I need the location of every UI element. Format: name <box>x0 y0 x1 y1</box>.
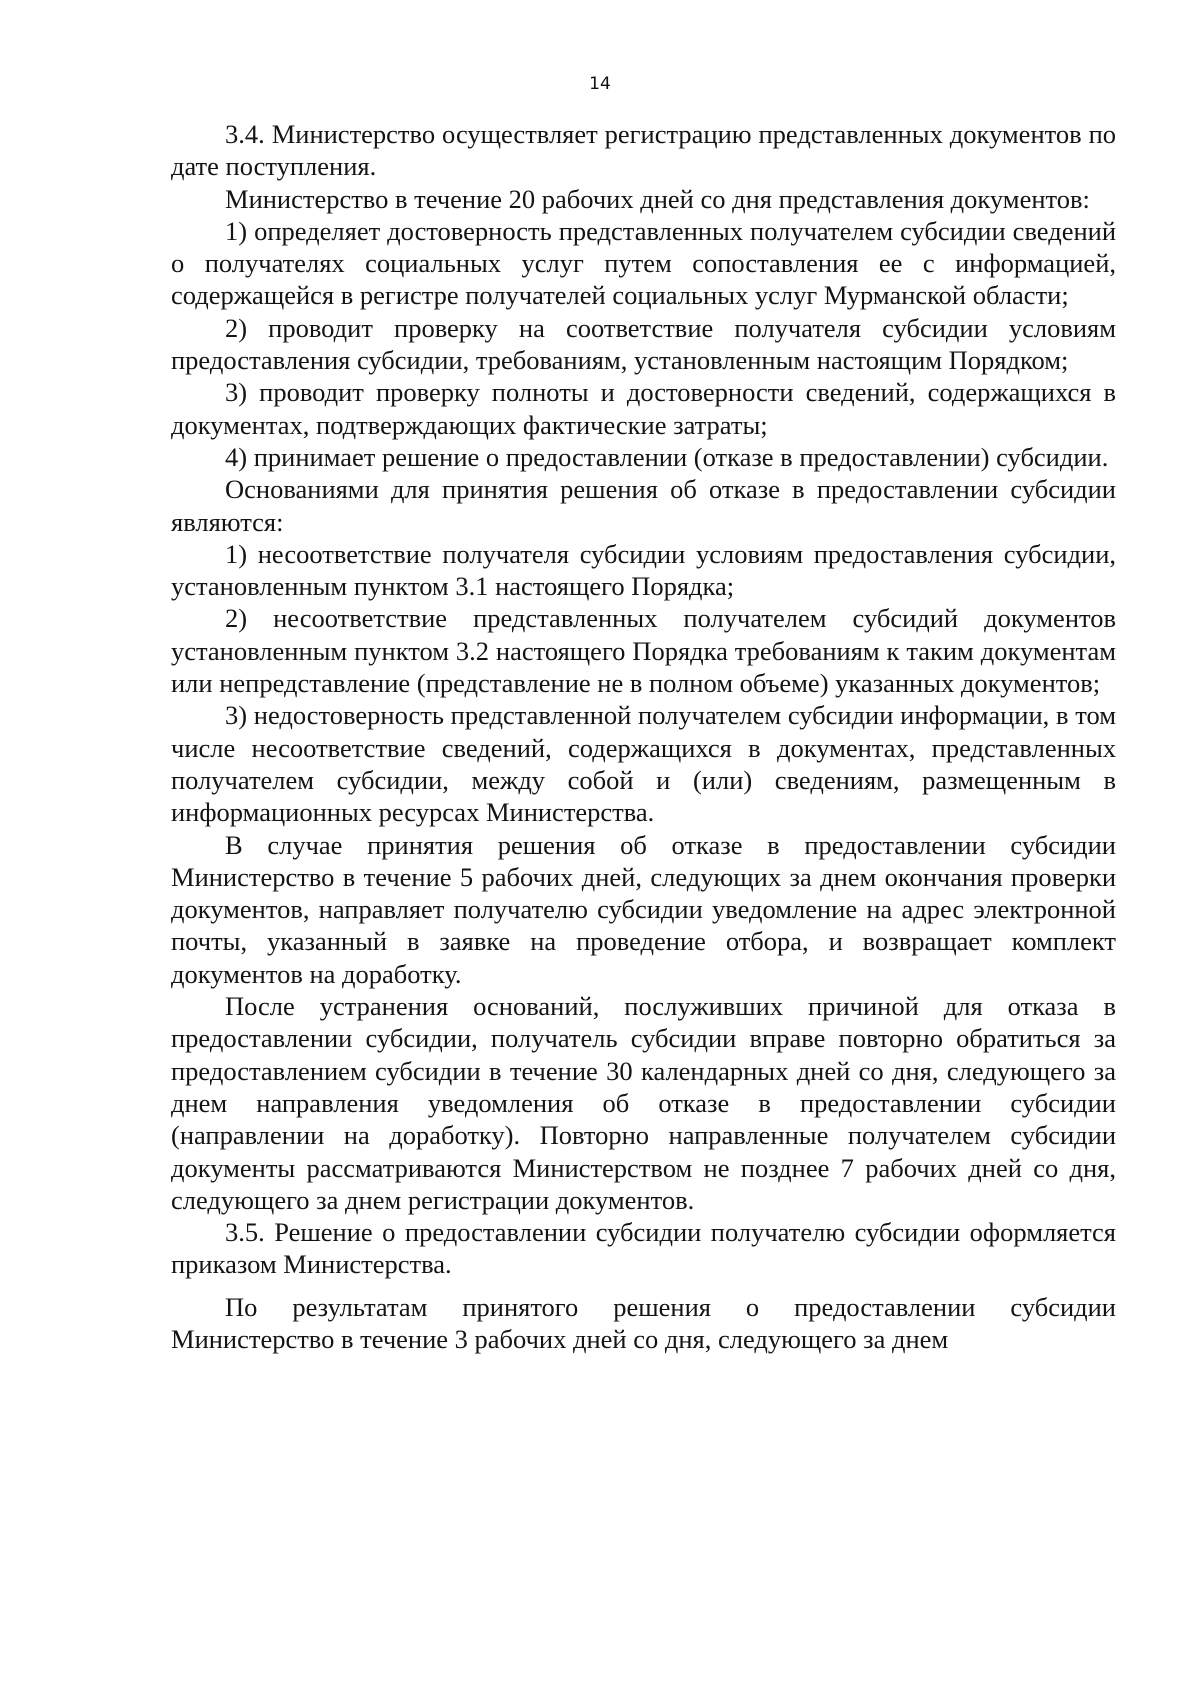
list-item-review-4: 4) принимает решение о предоставлении (отказе в предоставлении) субсидии. <box>225 441 1109 472</box>
paragraph-refusal-notice: В случае принятия решения об отказе в предоставлении субсидии Министерство в течение 5 рабочих дней, следующих за днем окончания проверки документов, направляет получателю субсидии уведомление на адрес электронной почты, указанный в заявке на проведение отбора, и возвращает комплект документов на доработку. <box>171 829 1116 989</box>
list-item-refusal-1: 1) несоответствие получателя субсидии условиям предоставления субсидии, установленным пунктом 3.1 настоящего Порядка; <box>171 538 1116 602</box>
list-item-review-3: 3) проводит проверку полноты и достоверности сведений, содержащихся в документах, подтверждающих фактические затраты; <box>171 377 1116 440</box>
paragraph-results: По результатам принятого решения о предоставлении субсидии Министерство в течение 3 рабочих дней со дня, следующего за днем <box>171 1291 1116 1354</box>
paragraph-3-5: 3.5. Решение о предоставлении субсидии получателю субсидии оформляется приказом Министерства. <box>171 1217 1116 1280</box>
list-item-refusal-3: 3) недостоверность представленной получателем субсидии информации, в том числе несоответствие сведений, содержащихся в документах, представленных получателем субсидии, между собой и (или) сведениям, размещенным в информационных ресурсах Министерства. <box>171 700 1116 828</box>
document-body <box>171 118 1116 1355</box>
list-item-review-1: 1) определяет достоверность представленных получателем субсидии сведений о получателях социальных услуг путем сопоставления ее с информацией, содержащейся в регистре получателей социальных услуг Мурманской области; <box>171 215 1116 311</box>
paragraph-refusal-grounds: Основаниями для принятия решения об отказе в предоставлении субсидии являются: <box>171 474 1116 537</box>
list-item-refusal-2: 2) несоответствие представленных получателем субсидий документов установленным пунктом 3.2 настоящего Порядка требованиям к таким документам или непредставление (представление не в полном объеме) указанных документов; <box>171 603 1116 699</box>
page-number: 14 <box>589 74 611 94</box>
list-item-review-2: 2) проводит проверку на соответствие получателя субсидии условиям предоставления субсидии, требованиям, установленным настоящим Порядком; <box>171 312 1116 376</box>
paragraph-resubmission: После устранения оснований, послуживших причиной для отказа в предоставлении субсидии, получатель субсидии вправе повторно обратиться за предоставлением субсидии в течение 30 календарных дней со дня, следующего за днем направления уведомления об отказе в предоставлении субсидии (направлении на доработку). Повторно направленные получателем субсидии документы рассматриваются Министерством не позднее 7 рабочих дней со дня, следующего за днем регистрации документов. <box>171 991 1116 1215</box>
paragraph-3-4: 3.4. Министерство осуществляет регистрацию представленных документов по дате поступления. <box>171 119 1116 182</box>
paragraph-ministry-review: Министерство в течение 20 рабочих дней со дня представления документов: <box>225 183 1090 214</box>
